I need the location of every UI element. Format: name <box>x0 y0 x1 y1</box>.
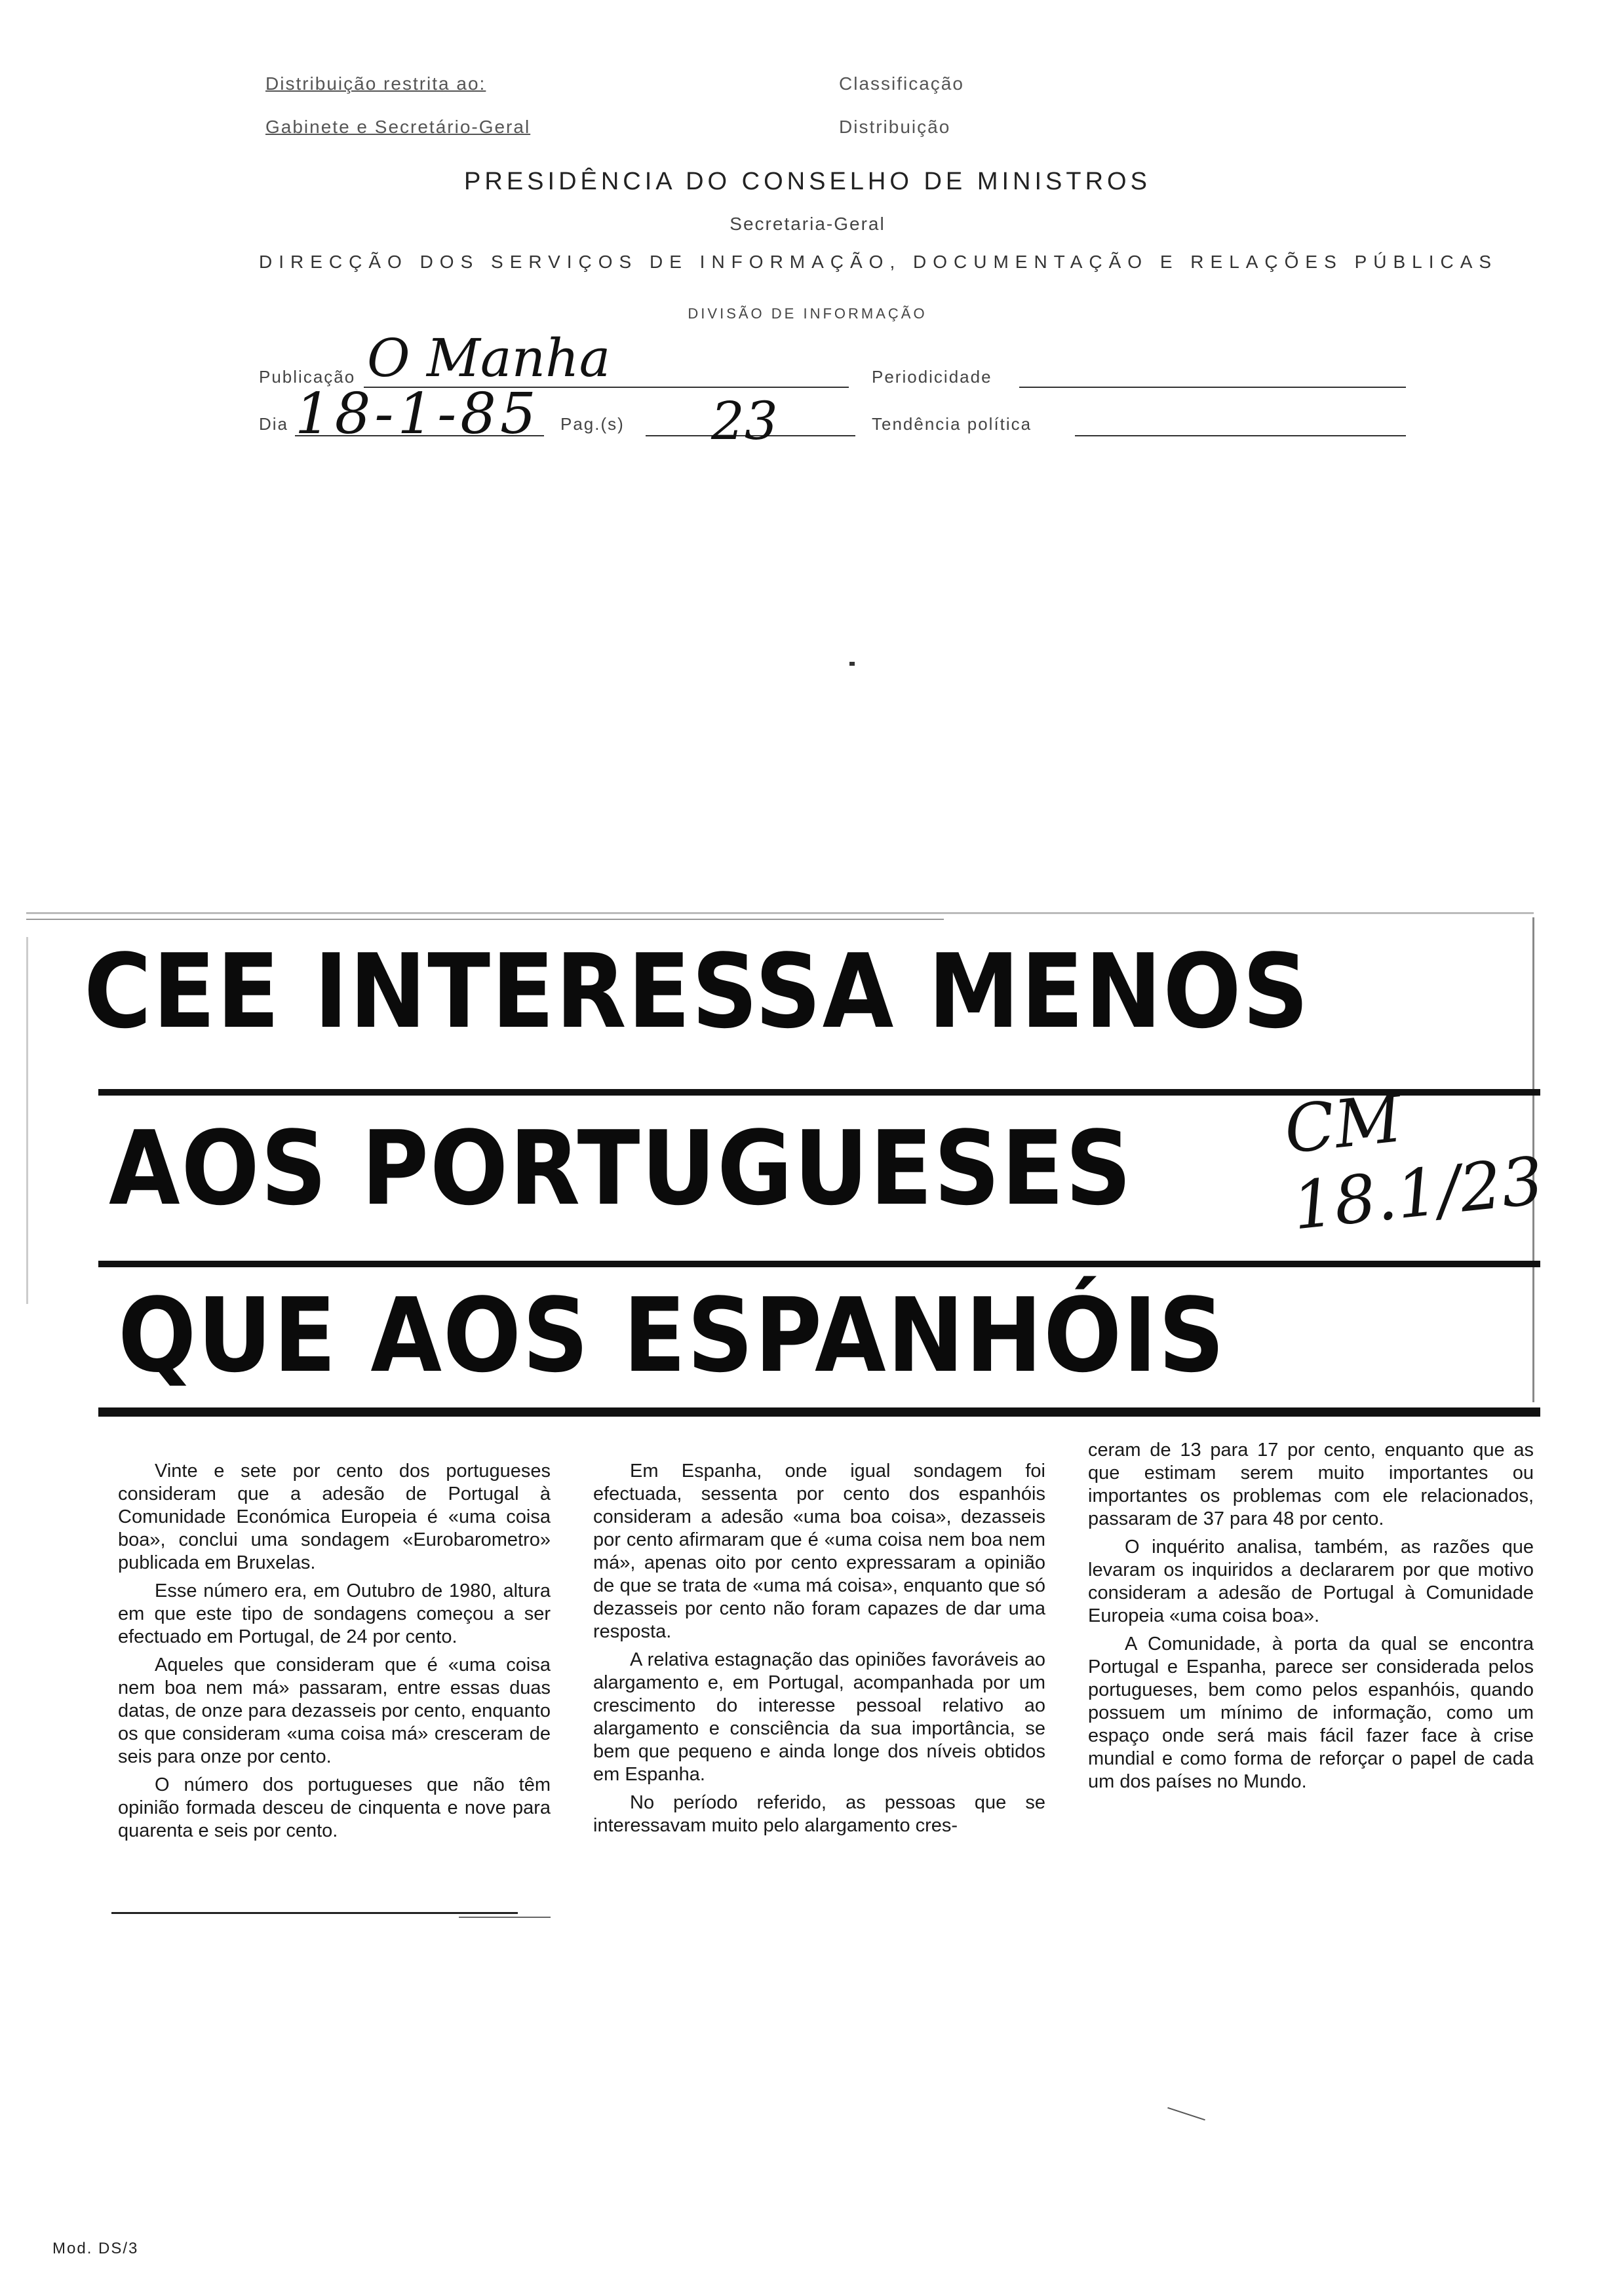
tendency-label: Tendência política <box>872 414 1032 434</box>
day-value: 18-1-85 <box>295 381 540 447</box>
col1-paragraph-1: Vinte e sete por cento dos portugueses consideram que a adesão de Portugal à Comunidade Económica Europeia é «uma coisa boa», conclui uma sondagem «Eurobarometro» publicada em Bruxelas. <box>118 1461 551 1573</box>
col1-paragraph-4: O número dos portugueses que não têm opinião formada desceu de cinquenta e nove para quarenta e seis por cento. <box>118 1774 551 1841</box>
classification-label: Classificação <box>839 73 964 94</box>
publication-value: O Manha <box>367 328 611 389</box>
distribution-restricted-label: Distribuição restrita ao: <box>265 73 486 94</box>
col3-paragraph-1: ceram de 13 para 17 por cento, enquanto que as que estimam serem muito importantes ou importantes os problemas com ele relacionados, passaram de 37 para 48 por cento. <box>1088 1440 1534 1529</box>
col3-paragraph-2: O inquérito analisa, também, as razões que levaram os inquiridos a declararem por que motivo consideram a adesão de Portugal à Comunidade Europeia «uma coisa boa». <box>1088 1537 1534 1626</box>
speck-mark <box>849 662 855 666</box>
publication-label: Publicação <box>259 367 356 387</box>
clipping-top-edge-2 <box>26 919 944 920</box>
footer-mod-label: Mod. DS/3 <box>52 2240 139 2257</box>
clipping-left-edge <box>26 937 28 1304</box>
article-column-1 <box>118 1460 551 1848</box>
tendency-line <box>1075 435 1406 436</box>
stray-mark <box>1167 2107 1205 2120</box>
headline-rule-3 <box>98 1407 1540 1417</box>
col3-paragraph-3: A Comunidade, à porta da qual se encontra Portugal e Espanha, parece ser considerada pelos portugueses, bem como pelos espanhóis, quando possuem um mínimo de informação, como um espaço onde será mais fácil fazer face à crise mundial e como forma de reforçar o papel de cada um dos países no Mundo. <box>1088 1634 1534 1792</box>
clipping-bottom-edge <box>111 1912 518 1914</box>
direction-title: DIRECÇÃO DOS SERVIÇOS DE INFORMAÇÃO, DOCUMENTAÇÃO E RELAÇÕES PÚBLICAS <box>259 252 1498 272</box>
article-column-2 <box>593 1460 1045 1843</box>
col1-paragraph-2: Esse número era, em Outubro de 1980, altura em que este tipo de sondagens começou a ser efectuado em Portugal, de 24 por cento. <box>118 1580 551 1647</box>
clipping-bottom-mark <box>459 1917 551 1918</box>
page-label: Pag.(s) <box>560 414 625 434</box>
col2-paragraph-3: No período referido, as pessoas que se interessavam muito pelo alargamento cres- <box>593 1792 1045 1836</box>
col2-paragraph-1: Em Espanha, onde igual sondagem foi efectuada, sessenta por cento dos espanhóis consideram a adesão «uma boa coisa», dezasseis por cento afirmaram que é «uma coisa nem boa nem má», apenas oito por cento expressaram a opinião de que se trata de «uma má coisa», enquanto que só dezasseis por cento não foram capazes de dar uma resposta. <box>593 1461 1045 1642</box>
distribution-label: Distribuição <box>839 117 951 137</box>
headline-line-1: CEE INTERESSA MENOS <box>84 932 1310 1051</box>
division-title: DIVISÃO DE INFORMAÇÃO <box>688 305 927 322</box>
periodicity-line <box>1019 387 1406 388</box>
day-label: Dia <box>259 414 289 434</box>
col1-paragraph-3: Aqueles que consideram que é «uma coisa nem boa nem má» passaram, entre essas duas datas, de onze para dezasseis por cento, enquanto os que consideram «uma coisa má» cresceram de seis para onze por cento. <box>118 1655 551 1767</box>
secretariat-subtitle: Secretaria-Geral <box>730 214 885 234</box>
headline-line-2: AOS PORTUGUESES <box>109 1109 1133 1228</box>
cabinet-label: Gabinete e Secretário-Geral <box>265 117 531 137</box>
periodicity-label: Periodicidade <box>872 367 992 387</box>
organization-title: PRESIDÊNCIA DO CONSELHO DE MINISTROS <box>464 168 1151 195</box>
handwritten-annotation: CM 18.1/23 <box>1281 1080 1547 1245</box>
col2-paragraph-2: A relativa estagnação das opiniões favoráveis ao alargamento e, em Portugal, acompanhada por um crescimento do interesse pessoal relativo ao alargamento e consciência da sua importância, se bem que pequeno e ainda longe dos níveis obtidos em Espanha. <box>593 1649 1045 1785</box>
page-value: 23 <box>711 391 778 451</box>
article-column-3 <box>1088 1439 1534 1799</box>
clipping-top-edge <box>26 912 1534 914</box>
headline-rule-2 <box>98 1261 1540 1267</box>
headline-line-3: QUE AOS ESPANHÓIS <box>118 1276 1226 1395</box>
